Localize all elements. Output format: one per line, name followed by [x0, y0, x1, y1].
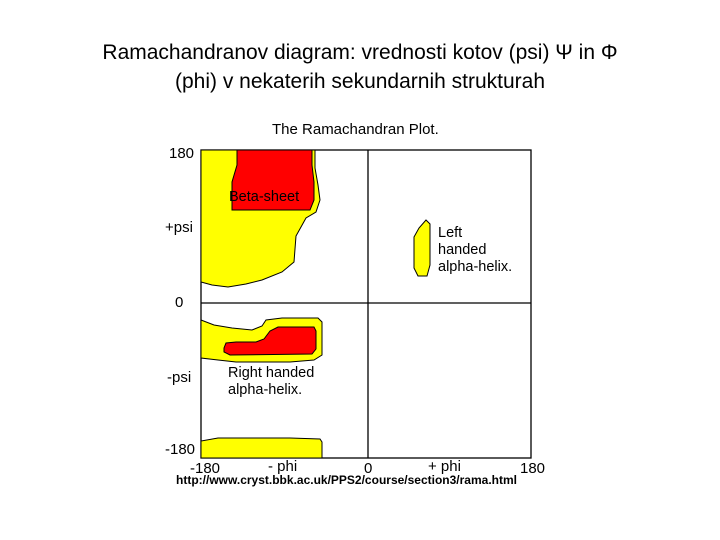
- left-handed-label-line2: handed: [438, 242, 487, 258]
- left-alpha-allowed-region: [414, 220, 430, 276]
- right-handed-label-line1: Right handed: [228, 365, 315, 381]
- y-tick-plus-psi: +psi: [165, 219, 193, 236]
- right-handed-label-line2: alpha-helix.: [228, 382, 303, 398]
- y-tick-minus-180: -180: [165, 441, 196, 458]
- x-tick-minus-phi: - phi: [268, 458, 298, 475]
- slide-title-line2: (phi) v nekaterih sekundarnih strukturah: [174, 70, 546, 93]
- left-handed-label-line1: Left: [438, 225, 463, 241]
- left-handed-label-line3: alpha-helix.: [438, 259, 513, 275]
- y-tick-0: 0: [175, 294, 184, 311]
- x-tick-0: 0: [364, 460, 373, 477]
- source-url: http://www.cryst.bbk.ac.uk/PPS2/course/section3/rama.html: [176, 473, 517, 487]
- beta-sheet-label: Beta-sheet: [229, 189, 300, 205]
- bottom-allowed-region: [201, 438, 322, 458]
- plot-title: The Ramachandran Plot.: [272, 121, 439, 138]
- x-tick-minus-180: -180: [190, 460, 221, 477]
- slide-title-line1: Ramachandranov diagram: vrednosti kotov (psi) Ψ in Φ: [102, 41, 618, 64]
- x-tick-plus-phi: + phi: [428, 458, 461, 475]
- x-tick-180: 180: [520, 460, 546, 477]
- y-tick-180: 180: [169, 145, 195, 162]
- y-tick-minus-psi: -psi: [167, 369, 192, 386]
